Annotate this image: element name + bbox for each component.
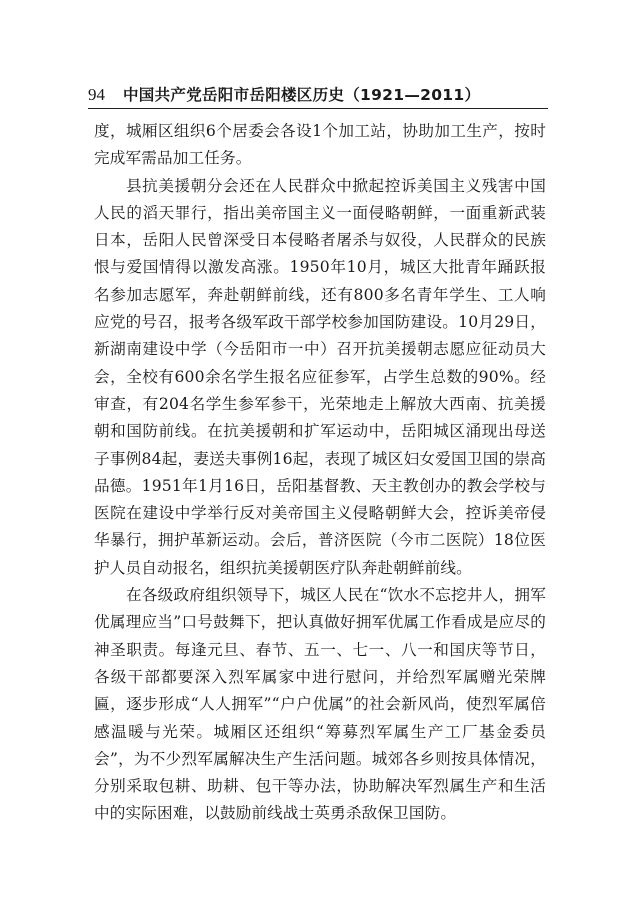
- paragraph-3: 在各级政府组织领导下，城区人民在“饮水不忘挖井人，拥军优属理应当”口号鼓舞下，把认真做好拥军优属工作看成是应尽的神圣职责。每逢元旦、春节、五一、七一、八一和国庆等节日，各级干部都要深入烈军属家中进行慰问，并给烈军属赠光荣牌匾，逐步形成“人人拥军”“户户优属”的社会新风尚，使烈军属倍感温暖与光荣。城厢区还组织“筹募烈军属生产工厂基金委员会”，为不少烈军属解决生产生活问题。城郊各乡则按具体情况，分别采取包耕、助耕、包干等办法，协助解决军烈属生产和生活中的实际困难，以鼓励前线战士英勇杀敌保卫国防。: [94, 586, 546, 823]
- body-text: [94, 118, 546, 828]
- page-number: 94: [88, 85, 105, 104]
- page-header: [88, 80, 546, 106]
- paragraph-2: 县抗美援朝分会还在人民群众中掀起控诉美国主义残害中国人民的滔天罪行，指出美帝国主义一面侵略朝鲜，一面重新武装日本，岳阳人民曾深受日本侵略者屠杀与奴役，人民群众的民族恨与爱国情得以激发高涨。1950年10月，城区大批青年踊跃报名参加志愿军，奔赴朝鲜前线，还有800多名青年学生、工人响应党的号召，报考各级军政干部学校参加国防建设。10月29日，新湖南建设中学（今岳阳市一中）召开抗美援朝志愿应征动员大会，全校有600余名学生报名应征参军，占学生总数的90%。经审查，有204名学生参军参干，光荣地走上解放大西南、抗美援朝和国防前线。在抗美援朝和扩军运动中，岳阳城区涌现出母送子事例84起，妻送夫事例16起，表现了城区妇女爱国卫国的崇高品德。1951年1月16日，岳阳基督教、天主教创办的教会学校与医院在建设中学举行反对美帝国主义侵略朝鲜大会，控诉美帝侵华暴行，拥护革新运动。会后，普济医院（今市二医院）18位医护人员自动报名，组织抗美援朝医疗队奔赴朝鲜前线。: [94, 176, 546, 577]
- running-head-title: 中国共产党岳阳市岳阳楼区历史（1921—2011）: [123, 86, 481, 104]
- paragraph-1: 度，城厢区组织6个居委会各设1个加工站，协助加工生产，按时完成军需品加工任务。: [94, 122, 546, 168]
- header-rule: [88, 108, 548, 109]
